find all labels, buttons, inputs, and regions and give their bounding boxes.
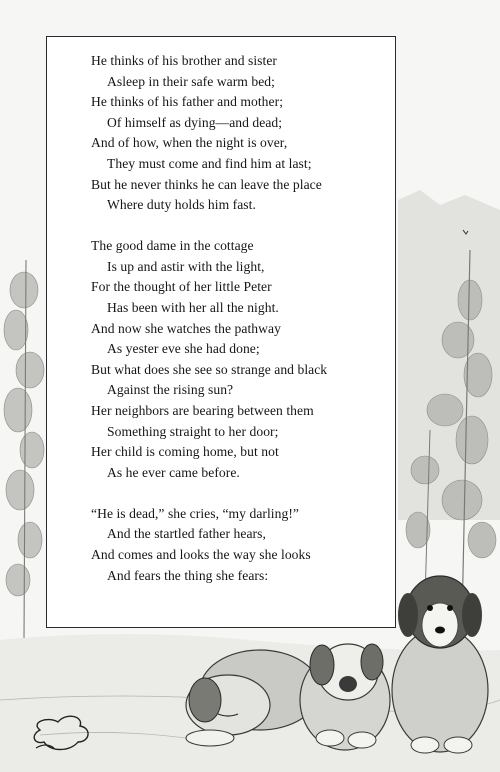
poem-line: Her neighbors are bearing between them — [91, 403, 314, 418]
poem-line: For the thought of her little Peter — [91, 279, 272, 295]
poem-line: Against the rising sun? — [107, 382, 234, 398]
poem-line: He thinks of his father and mother; — [91, 94, 284, 110]
poem-line: But what does she see so strange and black — [91, 361, 328, 377]
sitting-puppy — [392, 576, 488, 753]
poem-panel — [46, 36, 396, 628]
poem-line: He thinks of his brother and sister — [91, 53, 277, 68]
poem-line: They must come and find him at last; — [107, 155, 312, 171]
poem-line: And comes and looks the way she looks — [91, 547, 311, 563]
poem-line: Asleep in their safe warm bed; — [107, 73, 275, 89]
poem-line: As he ever came before. — [107, 464, 240, 480]
poem-line: And of how, when the night is over, — [91, 135, 288, 151]
poem-line: And fears the thing she fears: — [107, 567, 269, 583]
poem-line: And the startled father hears, — [107, 526, 266, 542]
stanza-2 — [91, 236, 391, 483]
poem-line: Her child is coming home, but not — [91, 444, 279, 460]
stanza-3 — [91, 504, 391, 586]
poem-line: The good dame in the cottage — [91, 238, 254, 254]
poem-line: Has been with her all the night. — [107, 300, 279, 316]
stanza-separator — [91, 216, 391, 237]
yawning-puppy — [300, 644, 390, 750]
stanza-separator — [91, 483, 391, 504]
poem-line: Where duty holds him fast. — [107, 197, 256, 213]
poem-text — [91, 51, 391, 586]
poem-line: But he never thinks he can leave the place — [91, 176, 322, 192]
stanza-1 — [91, 51, 391, 216]
poem-line: Something straight to her door; — [107, 423, 279, 439]
poem-line: Is up and astir with the light, — [107, 258, 265, 274]
poem-line: Of himself as dying—and dead; — [107, 114, 283, 130]
poem-line: As yester eve she had done; — [107, 341, 260, 357]
poem-line: And now she watches the pathway — [91, 320, 281, 336]
poem-line: “He is dead,” she cries, “my darling!” — [91, 505, 299, 521]
